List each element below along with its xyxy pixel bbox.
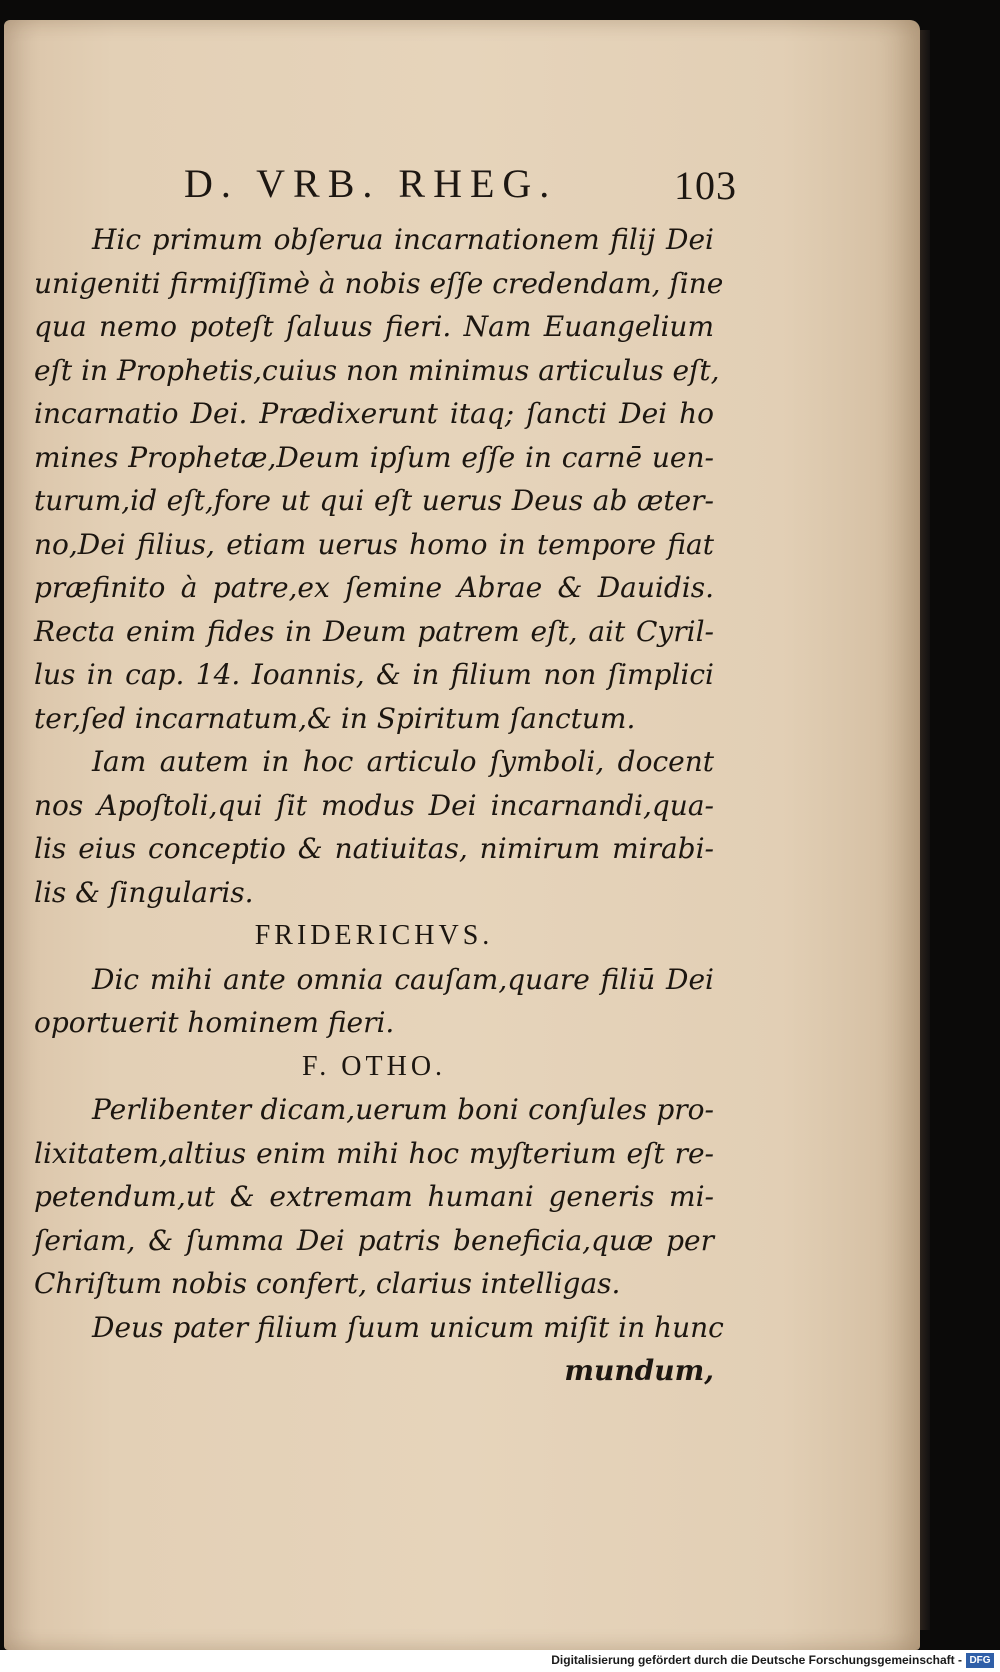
- text-line: no,Dei filius, etiam uerus homo in tempore fiat: [34, 527, 714, 561]
- text-line: Dic mihi ante omnia cauſam,quare filiū Dei: [92, 962, 714, 996]
- book-page: [4, 20, 920, 1650]
- text-line: lus in cap. 14. Ioannis, & in filium non ſimplici: [34, 658, 714, 691]
- text-line: Chriſtum nobis confert, clarius intelligas.: [34, 1267, 621, 1300]
- text-line: turum,id eſt,fore ut qui eſt uerus Deus ab æter-: [34, 484, 714, 517]
- text-line: nos Apoſtoli,qui ſit modus Dei incarnandi,qua-: [34, 788, 714, 822]
- text-line: lis eius conceptio & natiuitas, nimirum mirabi-: [34, 832, 714, 865]
- page-edge: [920, 30, 930, 1630]
- text-line: unigeniti firmiſſimè à nobis eſſe credendam, ſine: [34, 266, 724, 300]
- text-line: ſeriam, & ſumma Dei patris beneficia,quæ per: [34, 1223, 714, 1257]
- footer-bar: [0, 1650, 1000, 1672]
- running-title: D. VRB. RHEG.: [184, 161, 558, 206]
- speaker-heading: F. OTHO.: [301, 1050, 447, 1082]
- text-line: præfinito à patre,ex ſemine Abrae & Dauidis.: [34, 571, 714, 604]
- text-line: incarnatio Dei. Prædixerunt itaq; ſancti Dei ho: [34, 397, 714, 430]
- text-line: oportuerit hominem fieri.: [34, 1006, 395, 1039]
- catchword: mundum,: [564, 1354, 714, 1387]
- dfg-logo: DFG: [966, 1653, 994, 1668]
- text-line: mines Prophetæ,Deum ipſum eſſe in carnē uen-: [34, 440, 714, 474]
- text-line: eſt in Prophetis,cuius non minimus articulus eſt,: [34, 353, 720, 387]
- text-line: Iam autem in hoc articulo ſymboli, docent: [92, 745, 714, 778]
- text-line: petendum,ut & extremam humani generis mi-: [34, 1180, 714, 1213]
- text-line: Recta enim fides in Deum patrem eſt, ait Cyril-: [34, 614, 714, 648]
- text-line: qua nemo poteſt ſaluus fieri. Nam Euangelium: [34, 310, 714, 343]
- text-line: lixitatem,altius enim mihi hoc myſterium eſt re-: [34, 1136, 714, 1170]
- funding-credit: Digitalisierung gefördert durch die Deutsche Forschungsgemeinschaft -: [551, 1653, 962, 1667]
- text-line: ter,ſed incarnatum,& in Spiritum ſanctum.: [34, 701, 636, 735]
- text-block: [34, 218, 724, 1393]
- text-line: Hic primum obſerua incarnationem filij Dei: [92, 223, 714, 256]
- text-line: lis & ſingularis.: [34, 875, 254, 909]
- text-line: Perlibenter dicam,uerum boni conſules pro-: [92, 1093, 714, 1126]
- running-head: [184, 160, 744, 210]
- page-number: 103: [674, 163, 737, 208]
- speaker-heading: FRIDERICHVS.: [254, 920, 494, 951]
- text-line: Deus pater filium ſuum unicum miſit in hunc: [92, 1310, 724, 1344]
